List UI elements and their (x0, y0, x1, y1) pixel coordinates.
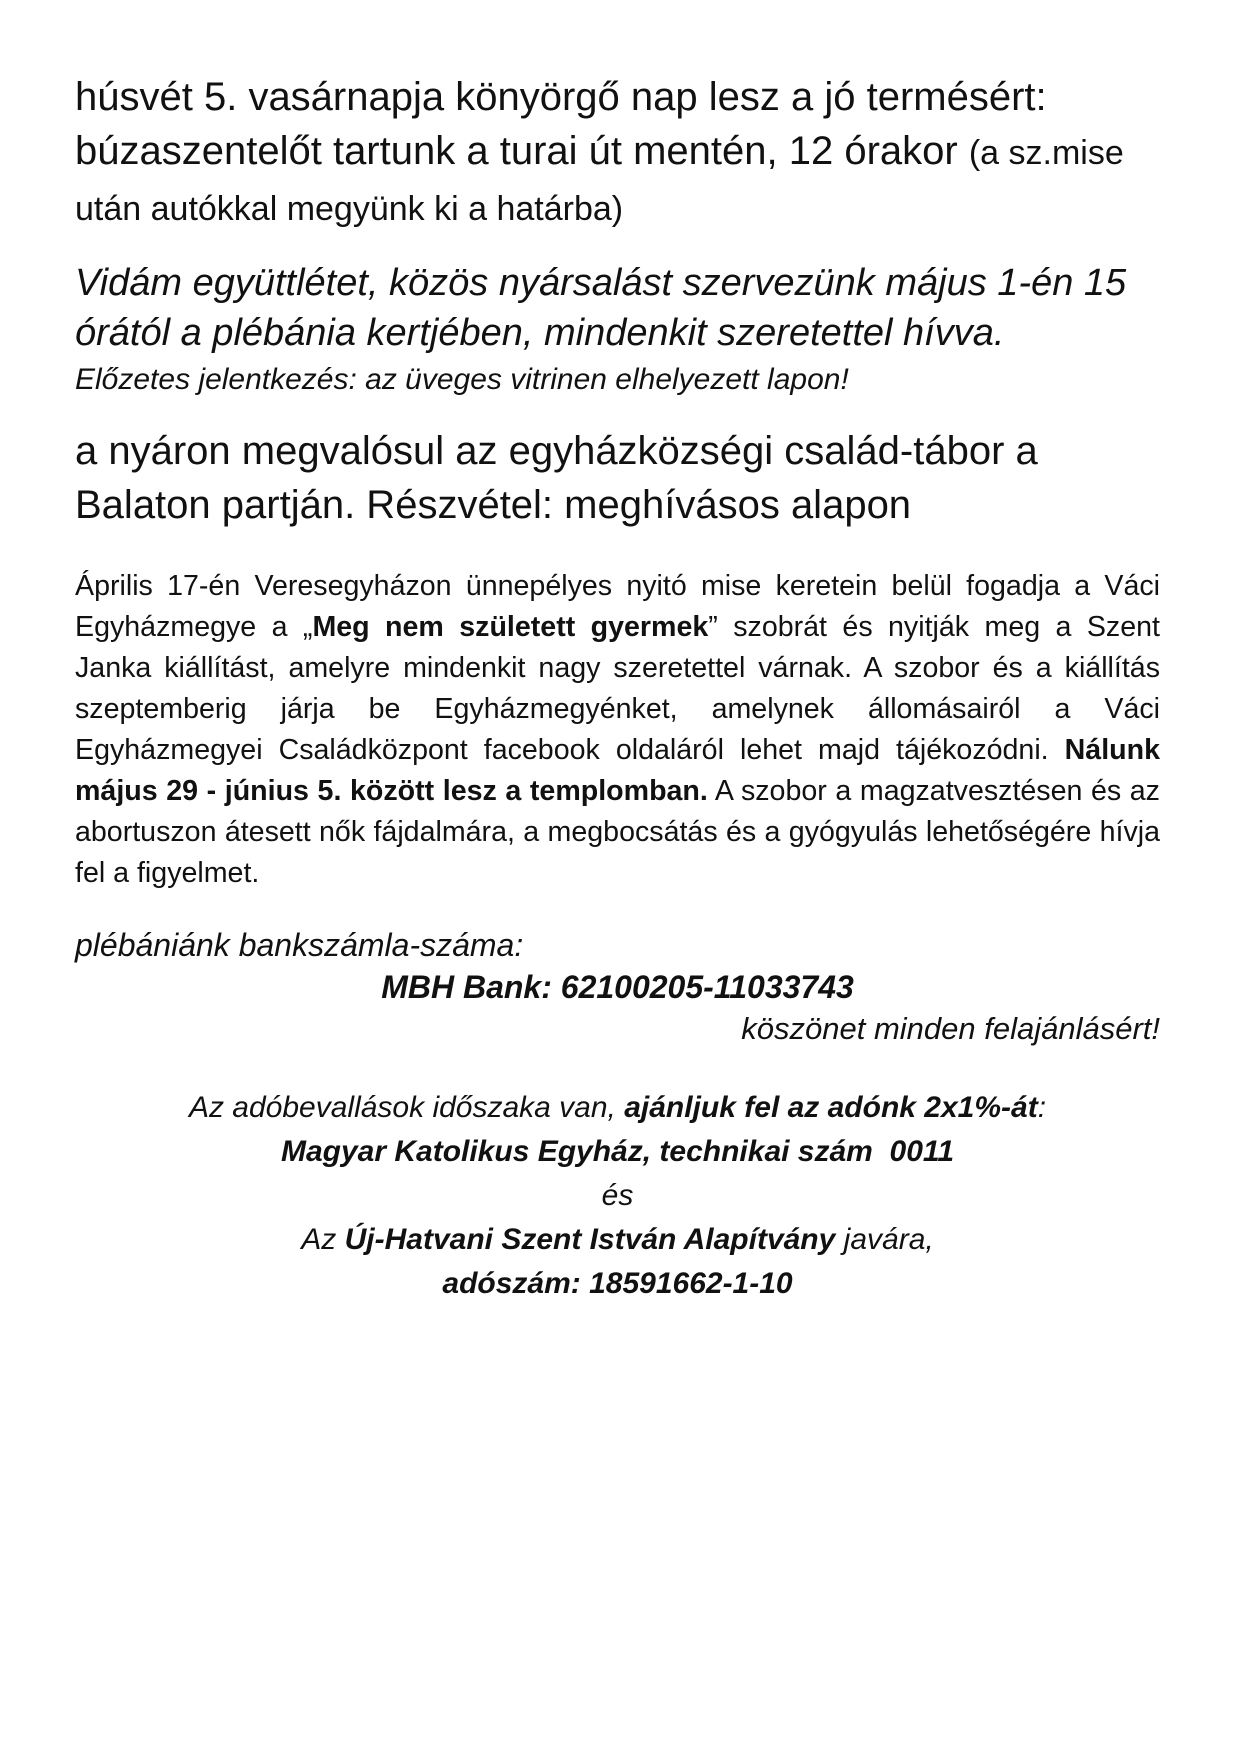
tax-foundation-post: javára, (835, 1223, 934, 1256)
easter-text: húsvét 5. vasárnapja könyörgő nap lesz a jó termésért: búzaszentelőt tartunk a turai út mentén, 12 órakor (75, 75, 1047, 173)
tax-foundation (75, 1218, 1160, 1262)
statue-text-2: ” szobrát és nyitják meg a Szent Janka kiállítást, amelyre mindenkit nagy szeretettel várnak. A szobor és a kiállítás szeptemberig járja be Egyházmegyénket, amelynek állomásairól a Váci Egyházmegyei Családközpont facebook oldaláról lehet majd tájékozódni. (75, 611, 1160, 766)
tax-section (75, 1086, 1160, 1306)
document-page (75, 70, 1160, 1306)
tax-intro-bold: ajánljuk fel az adónk 2x1%-át (624, 1091, 1038, 1124)
easter-note: (a sz.mise után autókkal megyünk ki a határba) (75, 134, 1124, 228)
easter-announcement (75, 70, 1160, 236)
tax-number (75, 1262, 1160, 1306)
tax-intro-end: : (1037, 1091, 1047, 1124)
tax-foundation-name: Új-Hatvani Szent István Alapítvány (344, 1223, 836, 1256)
bank-account: MBH Bank: 62100205-11033743 (381, 969, 854, 1005)
statue-announcement (75, 566, 1160, 894)
tax-intro-text: Az adóbevallások időszaka van, (188, 1091, 625, 1124)
tax-and: és (601, 1179, 634, 1212)
statue-title: Meg nem született gyermek (312, 611, 709, 643)
statue-text-1: Április 17-én Veresegyházon ünnepélyes nyitó mise keretein belül fogadja a Váci Egyházmegye a „ (75, 570, 1160, 643)
camp-announcement: a nyáron megvalósul az egyházközségi család-tábor a Balaton partján. Részvétel: meghívásos alapon (75, 429, 1038, 527)
picnic-signup: Előzetes jelentkezés: az üveges vitrinen elhelyezett lapon! (75, 363, 849, 396)
tax-intro (75, 1086, 1160, 1130)
statue-dates: Nálunk május 29 - június 5. között lesz a templomban. (75, 734, 1160, 807)
tax-number-text: adószám: 18591662-1-10 (442, 1267, 793, 1300)
picnic-announcement (75, 258, 1160, 402)
tax-foundation-pre: Az (301, 1223, 345, 1256)
tax-church-text: Magyar Katolikus Egyház, technikai szám 0011 (280, 1135, 955, 1168)
bank-label: plébániánk bankszámla-száma: (75, 927, 524, 963)
tax-church (75, 1130, 1160, 1174)
picnic-text: Vidám együttlétet, közös nyársalást szervezünk május 1-én 15 órától a plébánia kertjében, mindenkit szeretettel hívva. (75, 262, 1127, 354)
statue-text-3: A szobor a magzatvesztésen és az abortuszon átesett nők fájdalmára, a megbocsátás és a gyógyulás lehetőségére hívja fel a figyelmet. (75, 775, 1160, 889)
bank-thanks: köszönet minden felajánlásért! (741, 1011, 1160, 1046)
bank-section (75, 924, 1160, 1050)
